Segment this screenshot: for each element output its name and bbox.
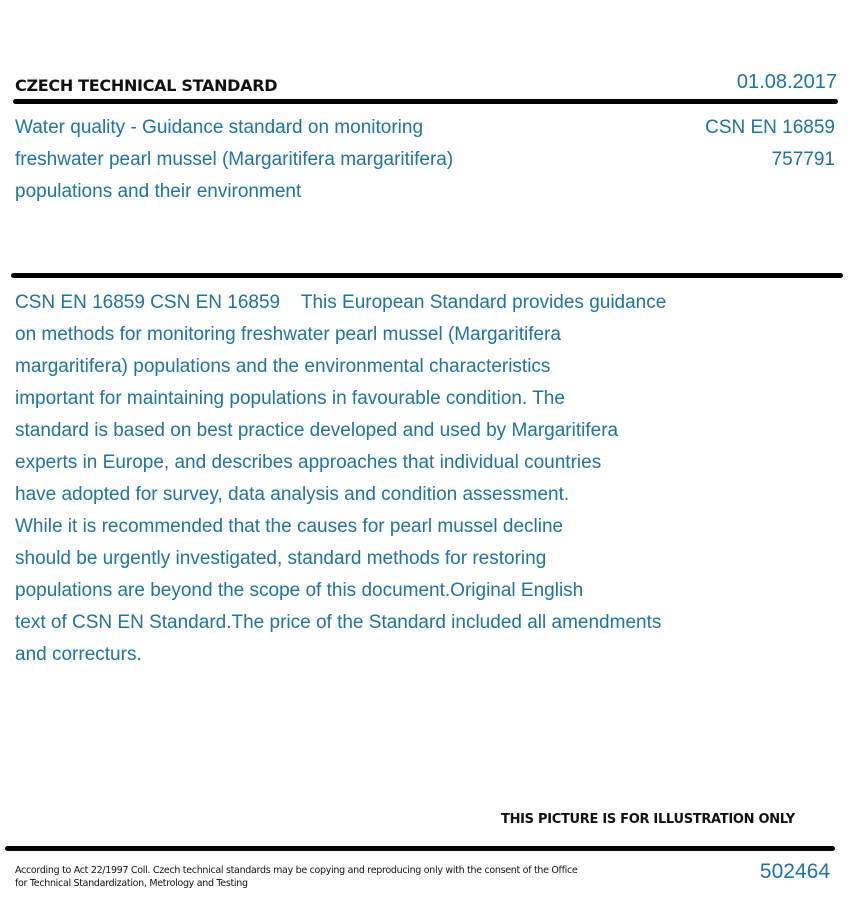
description-line: should be urgently investigated, standard methods for restoring — [15, 548, 547, 569]
header-divider — [13, 99, 838, 104]
publication-date: 01.08.2017 — [736, 71, 837, 93]
description-line: experts in Europe, and describes approaches that individual countries — [15, 452, 602, 473]
footer-divider — [5, 846, 835, 851]
description-line: text of CSN EN Standard.The price of the Standard included all amendments — [15, 612, 662, 633]
standard-type-label: CZECH TECHNICAL STANDARD — [15, 76, 278, 95]
footer-notice-line: According to Act 22/1997 Coll. Czech technical standards may be copying and reproducing only with the consent of the Office — [15, 865, 578, 876]
title-divider — [11, 273, 843, 278]
description-line: While it is recommended that the causes for pearl mussel decline — [15, 516, 564, 537]
description-line: important for maintaining populations in favourable condition. The — [15, 388, 565, 409]
illustration-note: THIS PICTURE IS FOR ILLUSTRATION ONLY — [501, 812, 795, 827]
description-line: standard is based on best practice developed and used by Margaritifera — [15, 420, 619, 441]
standard-code: CSN EN 16859 — [705, 117, 835, 138]
description-line: and correcturs. — [15, 644, 142, 665]
description-line: populations are beyond the scope of this document.Original English — [15, 580, 584, 601]
description-line: CSN EN 16859 CSN EN 16859 This European Standard provides guidance — [15, 292, 667, 313]
catalog-number: 757791 — [771, 149, 835, 170]
title-line: freshwater pearl mussel (Margaritifera margaritifera) — [15, 149, 454, 170]
document-number: 502464 — [759, 860, 830, 883]
title-line: Water quality - Guidance standard on monitoring — [15, 117, 424, 138]
description-line: margaritifera) populations and the environmental characteristics — [15, 356, 551, 377]
description-line: have adopted for survey, data analysis and condition assessment. — [15, 484, 570, 505]
description-line: on methods for monitoring freshwater pearl mussel (Margaritifera — [15, 324, 561, 345]
title-line: populations and their environment — [15, 181, 302, 202]
footer-notice-line: for Technical Standardization, Metrology and Testing — [15, 878, 248, 889]
